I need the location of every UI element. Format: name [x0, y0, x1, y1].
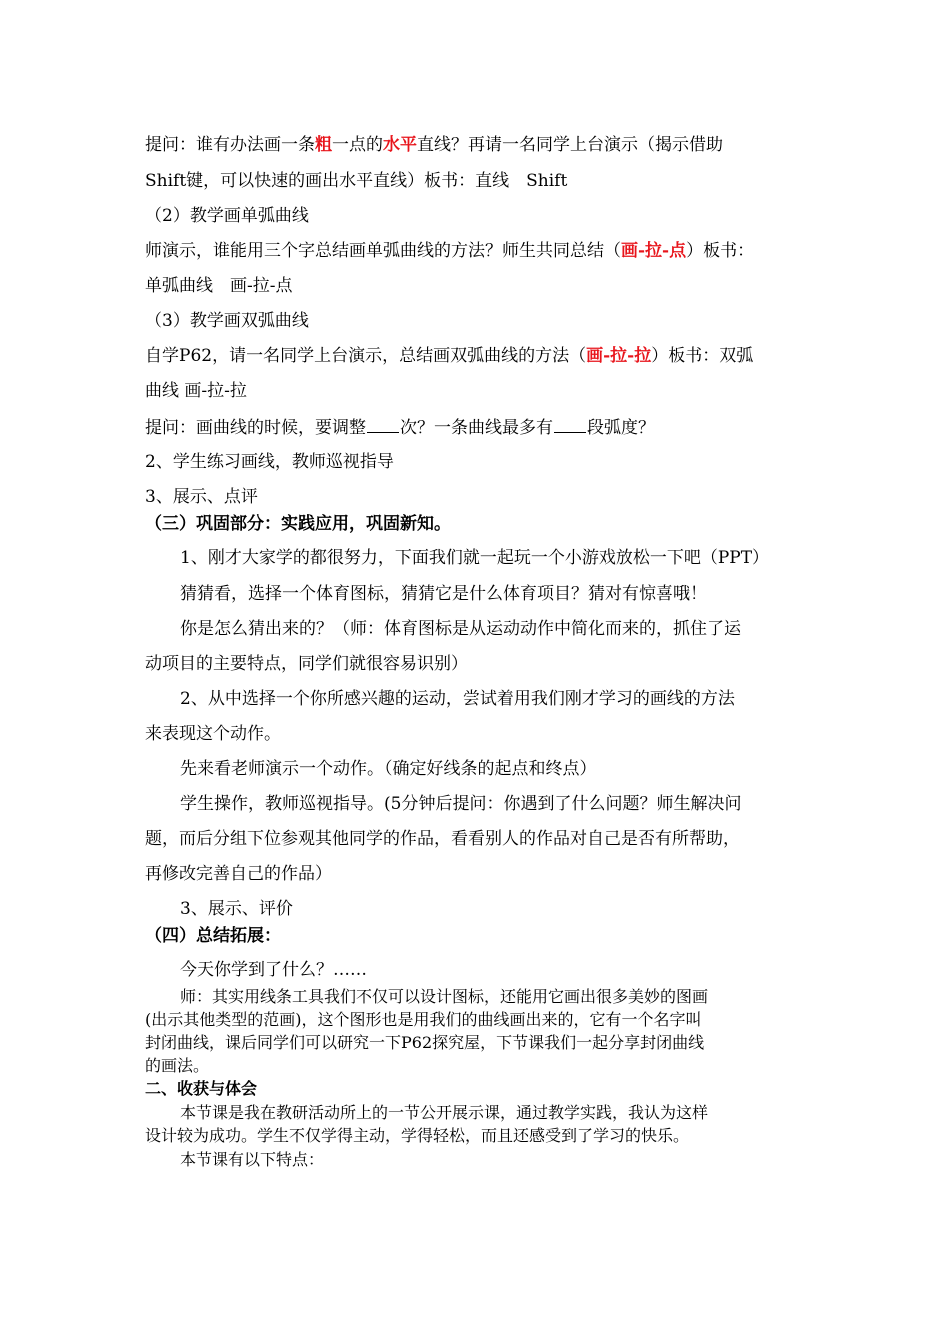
- text-span: 次？一条曲线最多有: [400, 418, 553, 438]
- paragraph-line: 动项目的主要特点，同学们就很容易识别）: [145, 654, 468, 674]
- paragraph-line: 单弧曲线 画-拉-点: [145, 276, 293, 296]
- paragraph-line: 封闭曲线，课后同学们可以研究一下P62探究屋，下节课我们一起分享封闭曲线: [145, 1033, 705, 1052]
- paragraph-line: 3、展示、点评: [145, 487, 258, 507]
- paragraph-line: 先来看老师演示一个动作。（确定好线条的起点和终点）: [180, 759, 597, 779]
- paragraph-line: 本节课是我在教研活动所上的一节公开展示课，通过教学实践，我认为这样: [180, 1103, 709, 1122]
- text-span: ）板书：双弧: [651, 346, 754, 366]
- text-span: 段弧度？: [587, 418, 655, 438]
- text-span: 自学P62，请一名同学上台演示，总结画双弧曲线的方法（: [145, 346, 587, 366]
- text-span: 提问：谁有办法画一条: [145, 135, 315, 155]
- text-span: 直线？再请一名同学上台演示（揭示借助: [417, 135, 723, 155]
- paragraph-line: 本节课有以下特点：: [180, 1150, 325, 1169]
- paragraph-single-arc: [145, 241, 754, 261]
- text-span: 一点的: [332, 135, 383, 155]
- fill-in-blank: [367, 416, 399, 433]
- paragraph-question-thick-line: [145, 135, 723, 155]
- paragraph-line: Shift键，可以快速的画出水平直线）板书：直线 Shift: [145, 171, 568, 191]
- paragraph-line: 师：其实用线条工具我们不仅可以设计图标，还能用它画出很多美妙的图画: [180, 987, 709, 1006]
- section-heading-summary: （四）总结拓展：: [145, 926, 281, 946]
- paragraph-line: 来表现这个动作。: [145, 724, 281, 744]
- text-span: 提问：画曲线的时候，要调整: [145, 418, 366, 438]
- section-heading-consolidation: （三）巩固部分：实践应用，巩固新知。: [145, 514, 451, 534]
- text-span: 师演示，谁能用三个字总结画单弧曲线的方法？师生共同总结（: [145, 241, 621, 261]
- paragraph-line: 1、刚才大家学的都很努力，下面我们就一起玩一个小游戏放松一下吧（PPT）: [180, 548, 770, 568]
- highlight-draw-pull-point: 画-拉-点: [621, 241, 687, 261]
- paragraph-line: 猜猜看，选择一个体育图标，猜猜它是什么体育项目？猜对有惊喜哦！: [180, 584, 707, 604]
- highlight-horizontal: 水平: [383, 135, 417, 155]
- section-heading-reflection: 二、收获与体会: [145, 1079, 258, 1098]
- highlight-thick: 粗: [315, 135, 332, 155]
- paragraph-line: 2、学生练习画线，教师巡视指导: [145, 452, 394, 472]
- paragraph-line: 再修改完善自己的作品）: [145, 864, 332, 884]
- paragraph-line: 今天你学到了什么？……: [180, 960, 367, 980]
- paragraph-question-curve: [145, 416, 655, 438]
- fill-in-blank: [554, 416, 586, 433]
- paragraph-line: 曲线 画-拉-拉: [145, 381, 247, 401]
- paragraph-double-arc: [145, 346, 753, 366]
- paragraph-line: 学生操作，教师巡视指导。(5分钟后提问：你遇到了什么问题？师生解决问: [180, 794, 742, 814]
- highlight-draw-pull-pull: 画-拉-拉: [586, 346, 652, 366]
- paragraph-line: 3、展示、评价: [180, 899, 293, 919]
- paragraph-line: 2、从中选择一个你所感兴趣的运动，尝试着用我们刚才学习的画线的方法: [180, 689, 735, 709]
- paragraph-line: (出示其他类型的范画)，这个图形也是用我们的曲线画出来的，它有一个名字叫: [145, 1010, 702, 1029]
- paragraph-line: 你是怎么猜出来的？（师：体育图标是从运动动作中简化而来的，抓住了运: [180, 619, 741, 639]
- paragraph-line: 的画法。: [145, 1056, 210, 1075]
- paragraph-line: 题，而后分组下位参观其他同学的作品，看看别人的作品对自己是否有所帮助，: [145, 829, 740, 849]
- section-heading-double-arc: （3）教学画双弧曲线: [145, 311, 309, 331]
- paragraph-line: 设计较为成功。学生不仅学得主动，学得轻松，而且还感受到了学习的快乐。: [145, 1126, 690, 1145]
- text-span: ）板书：: [686, 241, 755, 261]
- section-heading-single-arc: （2）教学画单弧曲线: [145, 206, 309, 226]
